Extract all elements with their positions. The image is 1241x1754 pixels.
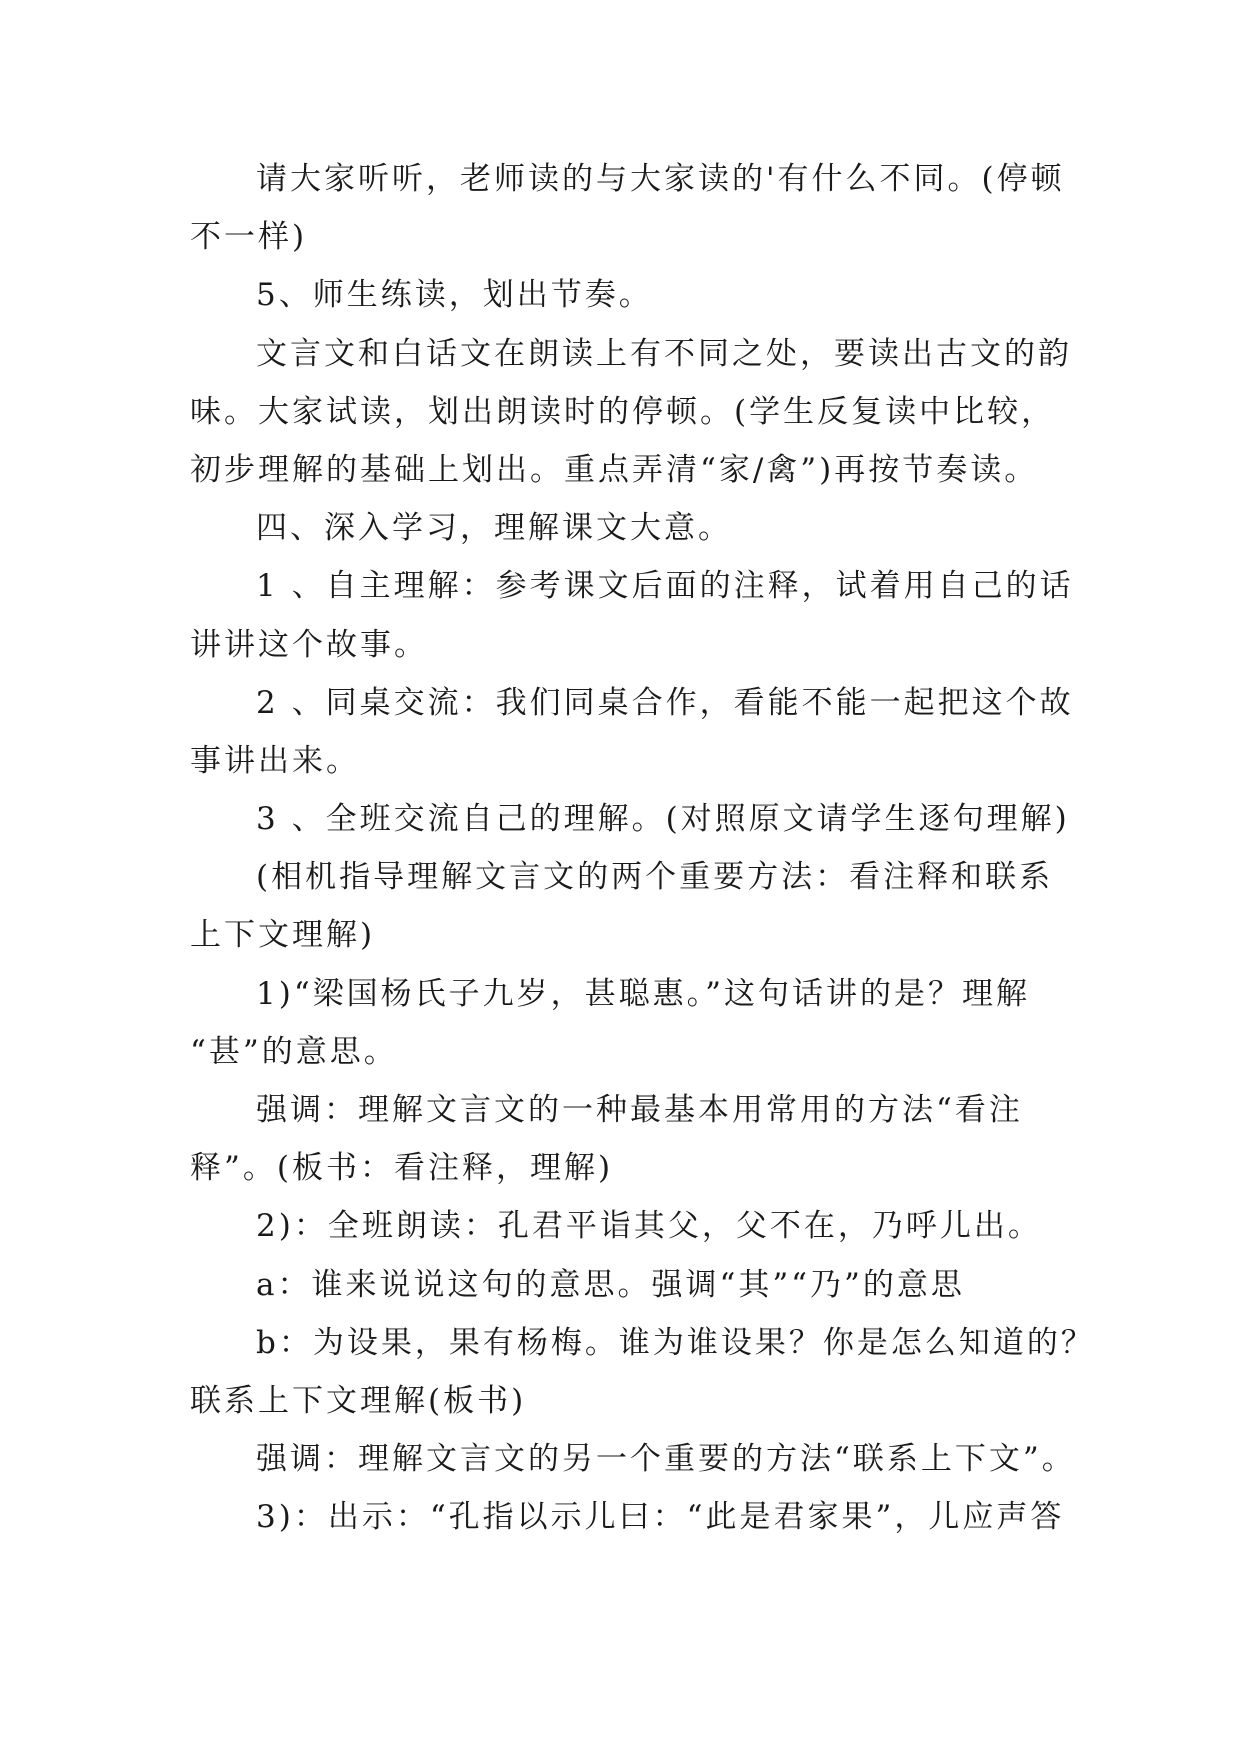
text-line: 3 、全班交流自己的理解。(对照原文请学生逐句理解) [256, 801, 1070, 838]
text-line: 1 、自主理解：参考课文后面的注释，试着用自己的话 [256, 568, 1074, 605]
text-line: 联系上下文理解(板书) [190, 1382, 527, 1419]
text-line: 强调：理解文言文的另一个重要的方法“联系上下文”。 [256, 1441, 1076, 1478]
body-text [190, 150, 1095, 1547]
text-line: 请大家听听，老师读的与大家读的'有什么不同。(停顿 [256, 161, 1065, 197]
text-line: 2)：全班朗读：孔君平诣其父，父不在，乃呼儿出。 [256, 1208, 1042, 1245]
text-line: 味。大家试读，划出朗读时的停顿。(学生反复读中比较， [190, 393, 1056, 430]
text-line: b：为设果，果有杨梅。谁为谁设果？你是怎么知道的？ [256, 1324, 1095, 1361]
text-line: 5、师生练读，划出节奏。 [256, 277, 653, 314]
text-line: 不一样) [190, 219, 308, 256]
text-line: 2 、同桌交流：我们同桌合作，看能不能一起把这个故 [256, 684, 1074, 721]
text-line: “甚”的意思。 [190, 1033, 398, 1070]
text-line: 初步理解的基础上划出。重点弄清“家/禽”)再按节奏读。 [190, 451, 1039, 488]
text-line: 讲讲这个故事。 [190, 626, 428, 663]
text-line: 释”。(板书：看注释，理解) [190, 1150, 614, 1187]
text-line: 文言文和白话文在朗读上有不同之处，要读出古文的韵 [256, 335, 1072, 372]
text-line: 1)“梁国杨氏子九岁，甚聪惠。”这句话讲的是？理解 [256, 975, 1031, 1012]
text-line: 事讲出来。 [190, 742, 360, 779]
text-line: (相机指导理解文言文的两个重要方法：看注释和联系 [256, 859, 1054, 896]
text-line: 上下文理解) [190, 917, 376, 954]
text-line: 3)：出示：“孔指以示儿曰：“此是君家果”，儿应声答 [256, 1499, 1065, 1536]
text-line: a：谁来说说这句的意思。强调“其”“乃”的意思 [256, 1266, 965, 1303]
text-line: 强调：理解文言文的一种最基本用常用的方法“看注 [256, 1092, 1023, 1128]
text-line: 四、深入学习，理解课文大意。 [256, 510, 732, 547]
